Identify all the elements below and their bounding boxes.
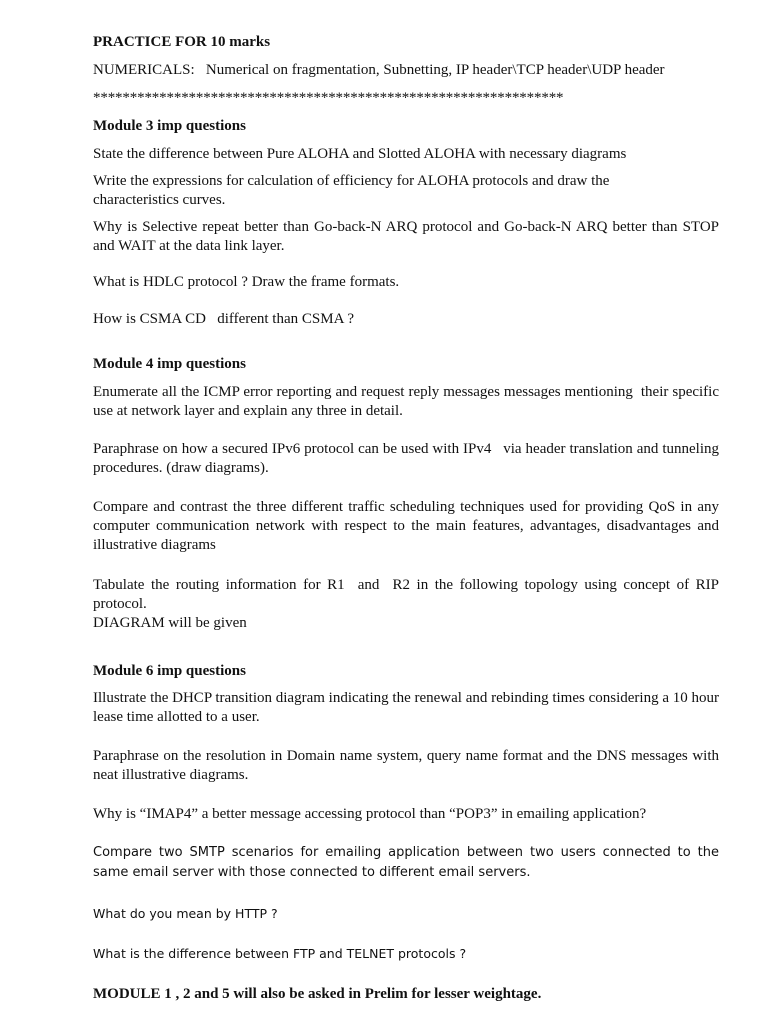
module-4-question-2: Paraphrase on how a secured IPv6 protocol can be used with IPv4 via header translation and tunneling procedures. (draw diagrams). <box>93 441 723 476</box>
module-4-question-1: Enumerate all the ICMP error reporting and request reply messages messages mentioning their specific use at network layer and explain any three in detail. <box>93 384 723 419</box>
module-4-diagram-note: DIAGRAM will be given <box>93 615 247 631</box>
module-4-heading: Module 4 imp questions <box>93 356 246 372</box>
module-6-question-5: What do you mean by HTTP ? <box>93 906 278 921</box>
footer-note: MODULE 1 , 2 and 5 will also be asked in Prelim for lesser weightage. <box>93 986 542 1002</box>
module-3-question-5: How is CSMA CD different than CSMA ? <box>93 311 354 327</box>
module-4-question-3: Compare and contrast the three different traffic scheduling techniques used for providing QoS in any computer communication network with respect to the main features, advantages, disadvantages and illustrative diagrams <box>93 499 719 553</box>
module-6-question-6: What is the difference between FTP and TELNET protocols ? <box>93 946 467 961</box>
numericals-line: NUMERICALS: Numerical on fragmentation, Subnetting, IP header\TCP header\UDP header <box>93 62 665 78</box>
separator-stars: **************************************************************** <box>93 90 564 106</box>
module-3-question-2: Write the expressions for calculation of efficiency for ALOHA protocols and draw the characteristics curves. <box>93 173 610 208</box>
module-6-question-1: Illustrate the DHCP transition diagram indicating the renewal and rebinding times considering a 10 hour lease time allotted to a user. <box>93 690 719 725</box>
module-6-question-3: Why is “IMAP4” a better message accessing protocol than “POP3” in emailing application? <box>93 806 647 822</box>
doc-title: PRACTICE FOR 10 marks <box>93 34 271 50</box>
module-3-question-1: State the difference between Pure ALOHA and Slotted ALOHA with necessary diagrams <box>93 146 627 162</box>
module-3-question-3: Why is Selective repeat better than Go-back-N ARQ protocol and Go-back-N ARQ better than STOP and WAIT at the data link layer. <box>93 219 719 254</box>
module-6-heading: Module 6 imp questions <box>93 663 246 679</box>
module-6-question-2: Paraphrase on the resolution in Domain name system, query name format and the DNS messages with neat illustrative diagrams. <box>93 748 719 783</box>
module-3-question-4: What is HDLC protocol ? Draw the frame formats. <box>93 274 400 290</box>
module-6-question-4: Compare two SMTP scenarios for emailing application between two users connected to the same email server with those connected to different email servers. <box>93 845 719 880</box>
module-4-question-4: Tabulate the routing information for R1 and R2 in the following topology using concept of RIP protocol. <box>93 577 723 612</box>
module-3-heading: Module 3 imp questions <box>93 118 246 134</box>
